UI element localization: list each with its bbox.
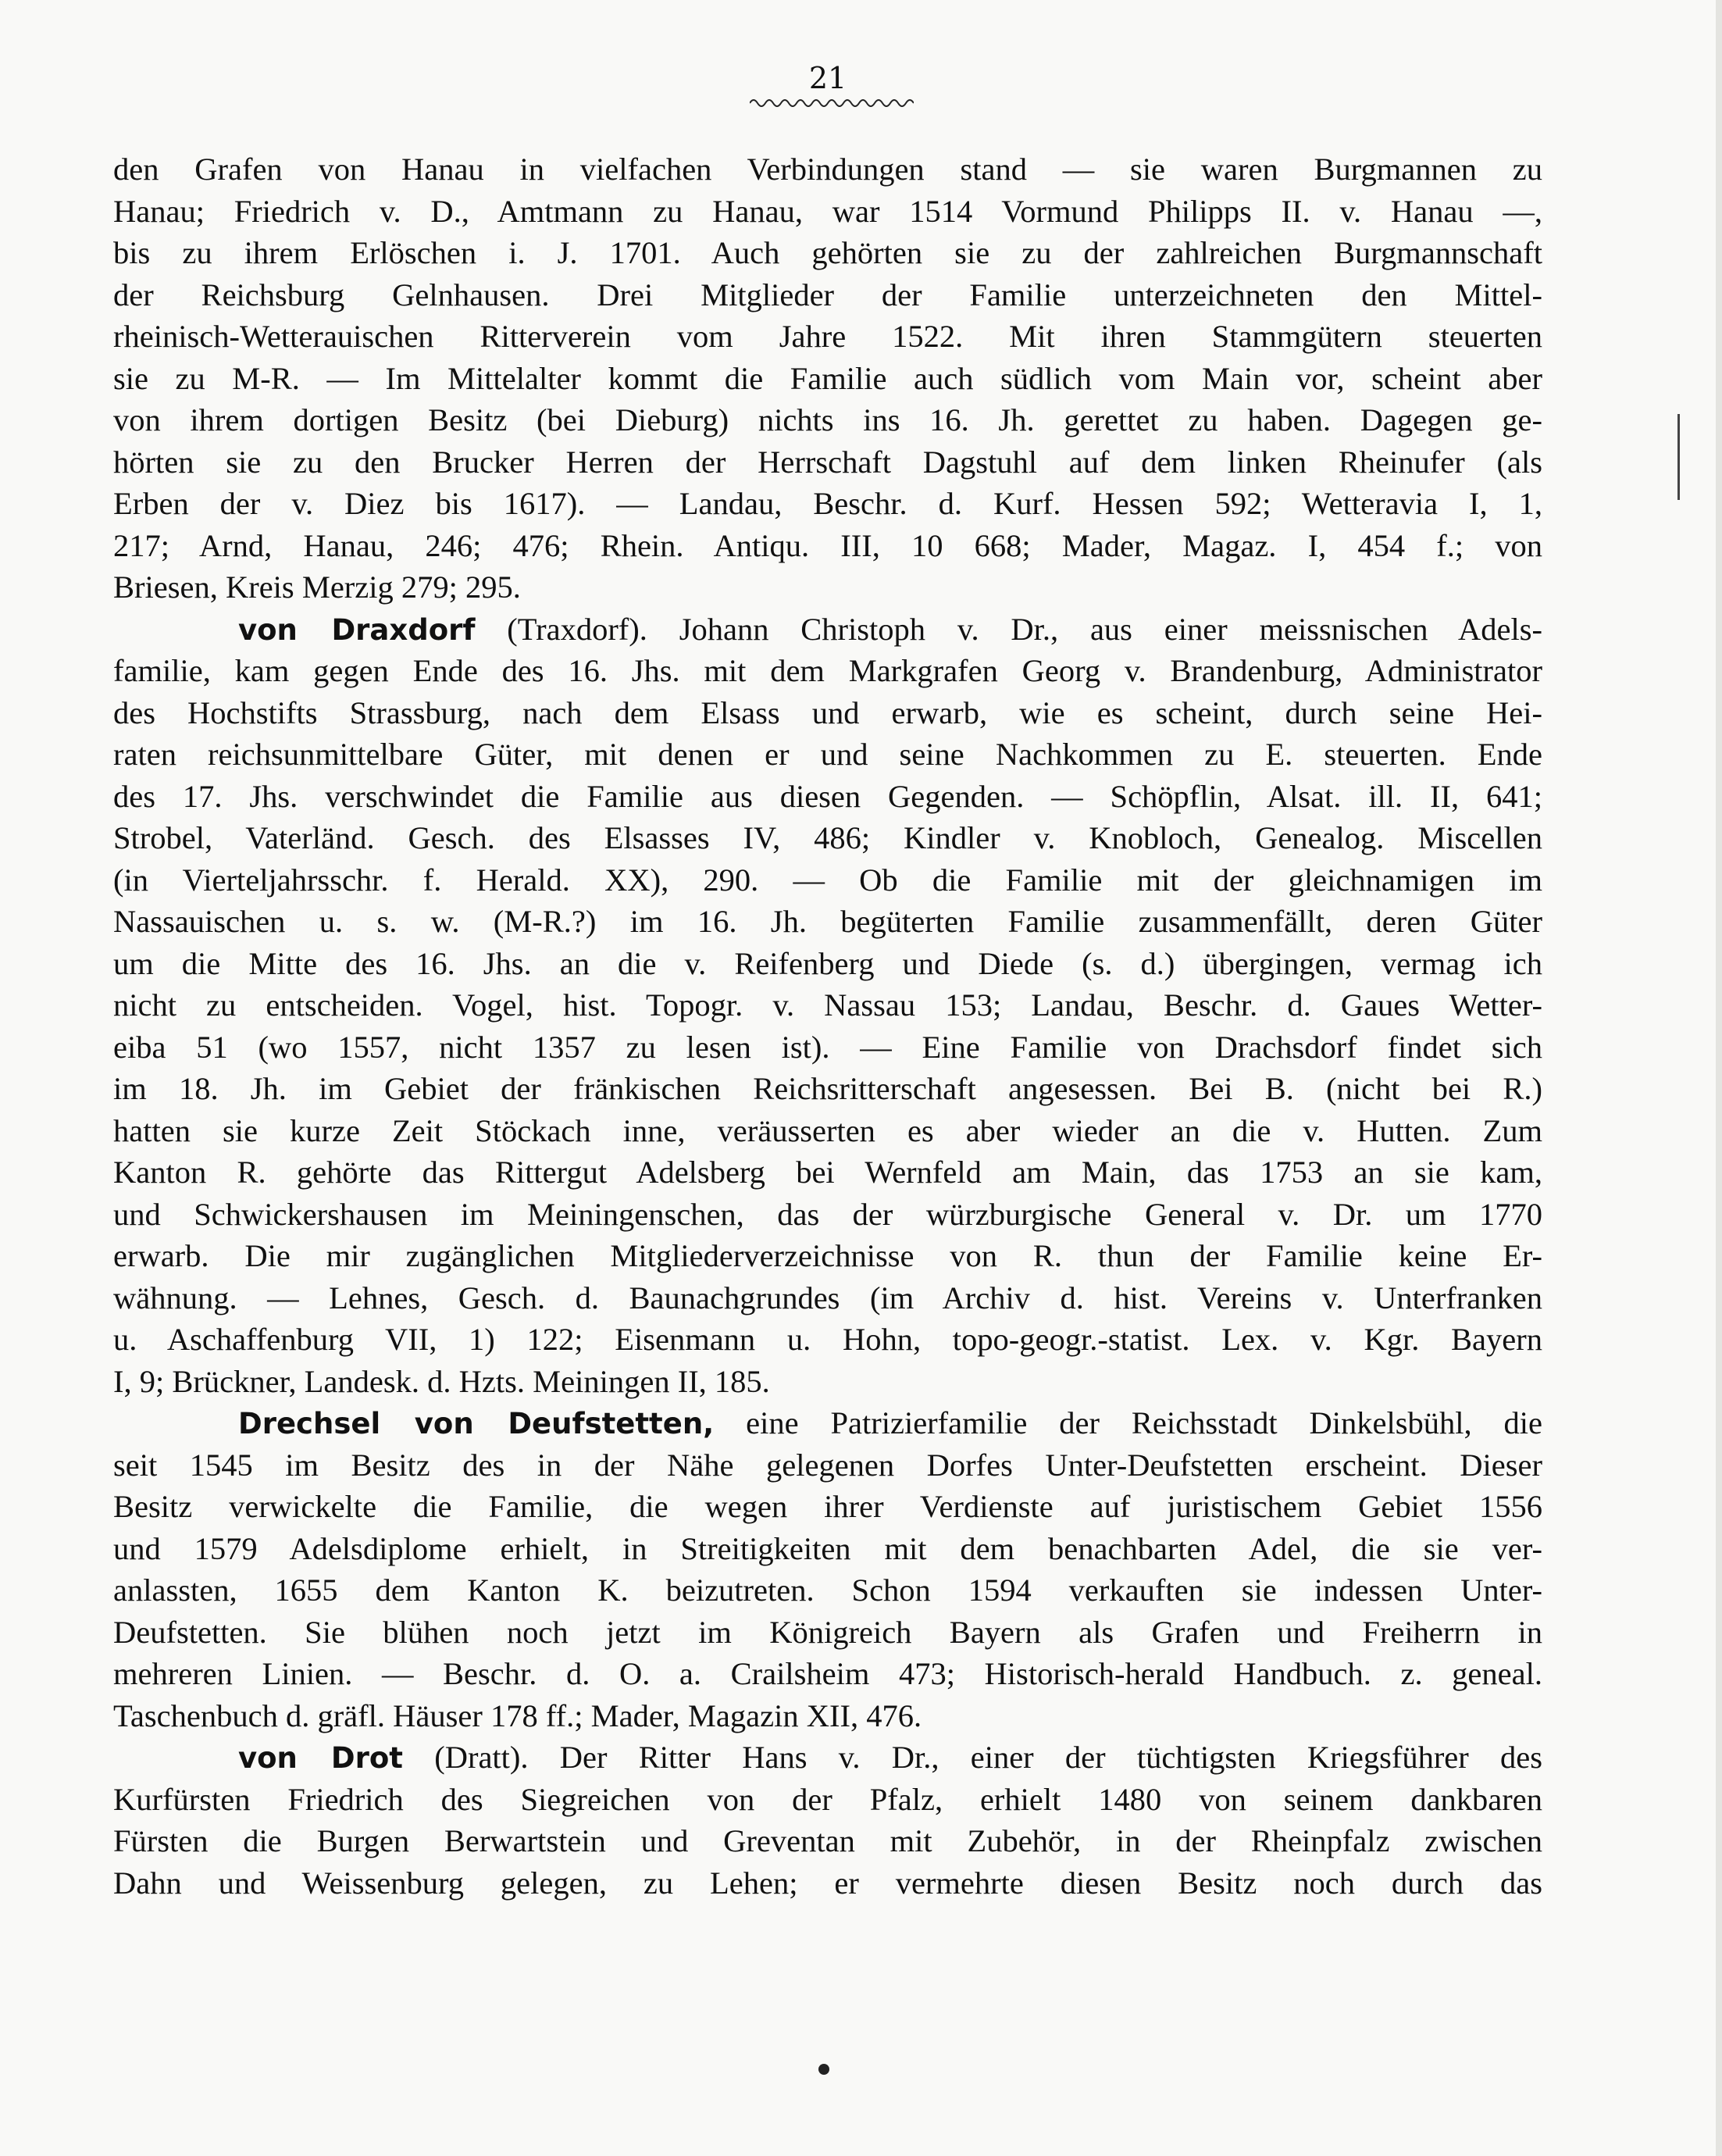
text-line: des Hochstifts Strassburg, nach dem Elsass und erwarb, wie es scheint, durch seine Hei-: [113, 694, 1542, 730]
text-line: rheinisch-Wetterauischen Ritterverein vom Jahre 1522. Mit ihren Stammgütern steuerten: [113, 319, 1542, 354]
text-line: erwarb. Die mir zugänglichen Mitgliederverzeichnisse von R. thun der Familie keine Er-: [113, 1238, 1542, 1273]
body-text: [113, 148, 1542, 1904]
text-line: Briesen, Kreis Merzig 279; 295.: [113, 569, 521, 605]
text-line: seit 1545 im Besitz des in der Nähe gelegenen Dorfes Unter-Deufstetten erscheint. Dieser: [113, 1447, 1542, 1483]
entry-drot-first-line: [113, 1737, 1542, 1779]
text-line: eiba 51 (wo 1557, nicht 1357 zu lesen ist). — Eine Familie von Drachsdorf findet sich: [113, 1029, 1542, 1065]
text-line: und 1579 Adelsdiplome erhielt, in Streitigkeiten mit dem benachbarten Adel, die sie ver-: [113, 1530, 1542, 1566]
entry-text: (Dratt). Der Ritter Hans v. Dr., einer der tüchtigsten Kriegsführer des: [402, 1740, 1543, 1775]
text-line: Deufstetten. Sie blühen noch jetzt im Königreich Bayern als Grafen und Freiherrn in: [113, 1614, 1542, 1650]
page-gutter-edge: [1716, 0, 1722, 2156]
text-line: anlassten, 1655 dem Kanton K. beizutreten. Schon 1594 verkauften sie indessen Unter-: [113, 1572, 1542, 1608]
text-line: Kanton R. gehörte das Rittergut Adelsberg bei Wernfeld am Main, das 1753 an sie kam,: [113, 1155, 1542, 1190]
text-line: des 17. Jhs. verschwindet die Familie aus diesen Gegenden. — Schöpflin, Alsat. ill. II, 641;: [113, 778, 1542, 814]
text-line: I, 9; Brückner, Landesk. d. Hzts. Meiningen II, 185.: [113, 1363, 770, 1399]
text-line: Strobel, Vaterländ. Gesch. des Elsasses IV, 486; Kindler v. Knobloch, Genealog. Miscellen: [113, 820, 1542, 855]
text-line: Hanau; Friedrich v. D., Amtmann zu Hanau, war 1514 Vormund Philipps II. v. Hanau —,: [113, 193, 1542, 229]
text-line: Besitz verwickelte die Familie, die wegen ihrer Verdienste auf juristischem Gebiet 1556: [113, 1489, 1542, 1524]
text-line: und Schwickershausen im Meiningenschen, das der würzburgische General v. Dr. um 1770: [113, 1196, 1542, 1232]
text-line: Kurfürsten Friedrich des Siegreichen von der Pfalz, erhielt 1480 von seinem dankbaren: [113, 1781, 1542, 1817]
text-line: u. Aschaffenburg VII, 1) 122; Eisenmann u. Hohn, topo-geogr.-statist. Lex. v. Kgr. Bayern: [113, 1322, 1542, 1357]
text-line: familie, kam gegen Ende des 16. Jhs. mit dem Markgrafen Georg v. Brandenburg, Administrator: [113, 653, 1542, 688]
ornamental-wavy-rule: [750, 95, 914, 111]
text-line: hatten sie kurze Zeit Stöckach inne, veräusserten es aber wieder an die v. Hutten. Zum: [113, 1112, 1542, 1148]
text-line: im 18. Jh. im Gebiet der fränkischen Reichsritterschaft angesessen. Bei B. (nicht bei R.): [113, 1071, 1542, 1106]
text-line: 217; Arnd, Hanau, 246; 476; Rhein. Antiqu. III, 10 668; Mader, Magaz. I, 454 f.; von: [113, 527, 1542, 563]
margin-mark: [1677, 414, 1680, 500]
entry-name-draxdorf: von Draxdorf: [238, 612, 476, 647]
text-line: bis zu ihrem Erlöschen i. J. 1701. Auch gehörten sie zu der zahlreichen Burgmannschaft: [113, 235, 1542, 270]
text-line: den Grafen von Hanau in vielfachen Verbindungen stand — sie waren Burgmannen zu: [113, 152, 1542, 187]
text-line: wähnung. — Lehnes, Gesch. d. Baunachgrundes (im Archiv d. hist. Vereins v. Unterfranken: [113, 1280, 1542, 1315]
bottom-dot: [818, 2064, 829, 2075]
text-line: Fürsten die Burgen Berwartstein und Greventan mit Zubehör, in der Rheinpfalz zwischen: [113, 1823, 1542, 1858]
text-line: um die Mitte des 16. Jhs. an die v. Reifenberg und Diede (s. d.) übergingen, vermag ich: [113, 945, 1542, 981]
text-line: Dahn und Weissenburg gelegen, zu Lehen; er vermehrte diesen Besitz noch durch das: [113, 1865, 1542, 1901]
text-line: sie zu M-R. — Im Mittelalter kommt die Familie auch südlich vom Main vor, scheint aber: [113, 360, 1542, 396]
entry-name-drot: von Drot: [238, 1741, 403, 1775]
entry-name-drechsel: Drechsel von Deufstetten,: [238, 1407, 715, 1440]
text-line: Erben der v. Diez bis 1617). — Landau, Beschr. d. Kurf. Hessen 592; Wetteravia I, 1,: [113, 486, 1542, 521]
page-number: 21: [808, 61, 847, 95]
entry-draxdorf-first-line: [113, 609, 1542, 651]
text-line: mehreren Linien. — Beschr. d. O. a. Crailsheim 473; Historisch-herald Handbuch. z. geneal.: [113, 1656, 1542, 1691]
text-line: der Reichsburg Gelnhausen. Drei Mitglieder der Familie unterzeichneten den Mittel-: [113, 277, 1542, 312]
text-line: hörten sie zu den Brucker Herren der Herrschaft Dagstuhl auf dem linken Rheinufer (als: [113, 444, 1542, 480]
text-line: nicht zu entscheiden. Vogel, hist. Topogr. v. Nassau 153; Landau, Beschr. d. Gaues Wetter-: [113, 987, 1542, 1023]
text-line: Nassauischen u. s. w. (M-R.?) im 16. Jh. begüterten Familie zusammenfällt, deren Güter: [113, 904, 1542, 939]
entry-drechsel-first-line: [113, 1402, 1542, 1444]
text-line: Taschenbuch d. gräfl. Häuser 178 ff.; Mader, Magazin XII, 476.: [113, 1697, 922, 1733]
entry-text: (Traxdorf). Johann Christoph v. Dr., aus einer meissnischen Adels-: [475, 611, 1543, 647]
entry-text: eine Patrizierfamilie der Reichsstadt Dinkelsbühl, die: [714, 1405, 1542, 1440]
text-line: (in Vierteljahrsschr. f. Herald. XX), 290. — Ob die Familie mit der gleichnamigen im: [113, 862, 1542, 898]
text-line: von ihrem dortigen Besitz (bei Dieburg) nichts ins 16. Jh. gerettet zu haben. Dagegen ge-: [113, 402, 1542, 437]
text-line: raten reichsunmittelbare Güter, mit denen er und seine Nachkommen zu E. steuerten. Ende: [113, 737, 1542, 772]
